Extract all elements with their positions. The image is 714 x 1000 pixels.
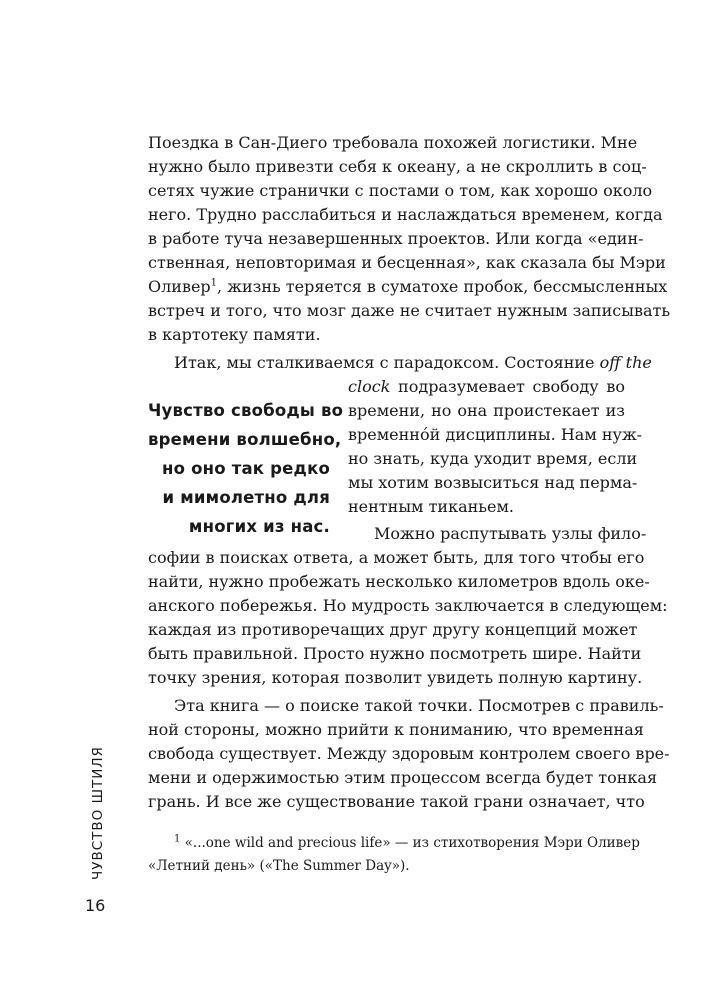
page-number: 16: [85, 896, 106, 915]
body-line: каждая из противоречащих друг другу концепций может: [148, 620, 638, 639]
body-line: нентным тиканьем.: [348, 497, 515, 516]
running-head: ЧУВСТВО ШТИЛЯ: [90, 746, 106, 880]
pull-quote-line: Чувство свободы во: [148, 401, 344, 420]
footnote-marker: 1: [210, 277, 218, 289]
body-line: встреч и того, что мозг даже не считает нужным записывать: [148, 301, 671, 320]
body-line: [348, 375, 625, 399]
body-line: точку зрения, которая позволит увидеть полную картину.: [148, 668, 643, 687]
body-text: , жизнь теряется в суматохе пробок, бессмысленных: [217, 277, 668, 296]
body-text: Оливер: [148, 277, 211, 296]
body-line: нужно было привезти себя к океану, а не скроллить в соц-: [148, 157, 647, 176]
footnote-line: «Летний день» («The Summer Day»).: [148, 858, 410, 874]
body-line-start: [148, 275, 217, 299]
body-line: мени и одержимостью этим процессом всегда будет тонкая: [148, 768, 658, 787]
body-text: подразумевает свободу во: [390, 377, 625, 396]
body-line: Поездка в Сан-Диего требовала похожей логистики. Мне: [148, 133, 638, 152]
body-line: в картотеку памяти.: [148, 325, 321, 344]
body-line: Эта книга — о поиске такой точки. Посмотрев с правиль-: [174, 696, 664, 715]
body-line: него. Трудно расслабиться и наслаждаться временем, когда: [148, 205, 663, 224]
footnote-number: 1: [174, 833, 181, 845]
body-line: мы хотим возвыситься над перма-: [348, 473, 638, 492]
footnote-line: [174, 833, 640, 854]
body-line: анского побережья. Но мудрость заключается в следующем:: [148, 596, 668, 615]
body-line: [174, 351, 652, 375]
body-text: Итак, мы сталкиваемся с парадоксом. Состояние: [174, 353, 600, 372]
body-line: но знать, куда уходит время, если: [348, 449, 638, 468]
pull-quote-line: и мимолетно для: [162, 488, 330, 507]
body-line: сетях чужие странички с постами о том, как хорошо около: [148, 181, 653, 200]
body-line: свобода существует. Между здоровым контролем своего вре-: [148, 744, 670, 763]
italic-text: clock: [348, 377, 391, 396]
body-line: в работе туча незавершенных проектов. Или когда «един-: [148, 229, 644, 248]
body-line: софии в поисках ответа, а может быть, для того чтобы его: [148, 548, 645, 567]
italic-text: off the: [599, 353, 652, 372]
body-line-with-footnote: [148, 275, 668, 299]
body-line: найти, нужно пробежать несколько километров вдоль оке-: [148, 572, 650, 591]
body-line: Можно распутывать узлы фило-: [374, 524, 647, 543]
pull-quote-line: многих из нас.: [188, 517, 330, 536]
pull-quote-line: но оно так редко: [162, 459, 330, 478]
pull-quote-line: времени волшебно,: [148, 430, 342, 449]
body-line: быть правильной. Просто нужно посмотреть шире. Найти: [148, 644, 642, 663]
footnote-text: «...one wild and precious life» — из стихотворения Мэри Оливер: [180, 835, 640, 851]
body-line: времени, но она проистекает из: [348, 401, 625, 420]
body-line: ственная, неповторимая и бесценная», как сказала бы Мэри: [148, 253, 666, 272]
body-line: ной стороны, можно прийти к пониманию, что временная: [148, 720, 644, 739]
body-line: грань. И все же существование такой грани означает, что: [148, 792, 645, 811]
body-line: временнóй дисциплины. Нам нуж-: [348, 425, 643, 444]
